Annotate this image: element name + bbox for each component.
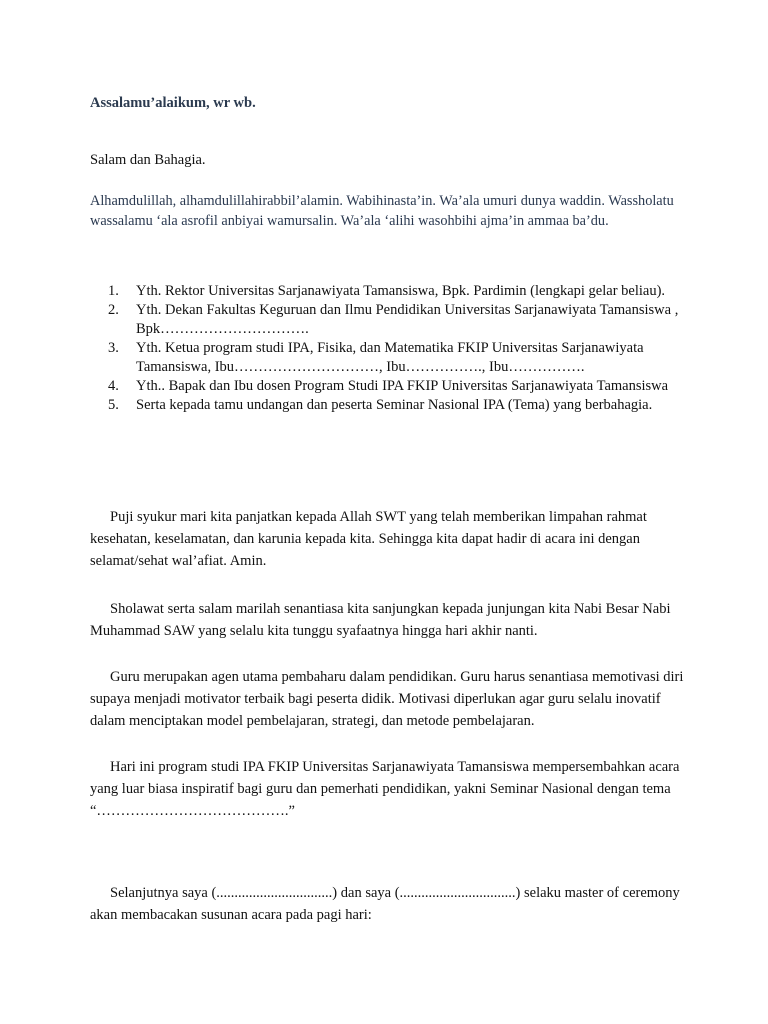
list-number: 4. [108, 378, 119, 394]
sholawat-paragraph: Sholawat serta salam marilah senantiasa kita sanjungkan kepada junjungan kita Nabi Besar Nabi Muhammad SAW yang selalu kita tunggu syafaatnya hingga hari akhir nanti. [90, 600, 671, 639]
list-item [108, 301, 698, 339]
teachers-paragraph: Guru merupakan agen utama pembaharu dalam pendidikan. Guru harus senantiasa memotivasi diri supaya menjadi motivator terbaik bagi peserta didik. Motivasi diperlukan agar guru selalu inovatif dalam menciptakan model pembelajaran, strategi, dan metode pembelajaran. [90, 668, 684, 729]
list-item [108, 396, 698, 415]
list-text: Yth. Rektor Universitas Sarjanawiyata Tamansiswa, Bpk. Pardimin (lengkapi gelar beliau). [136, 283, 666, 299]
greeting-heading: Assalamu’alaikum, wr wb. [90, 95, 256, 111]
list-item [108, 377, 698, 396]
list-number: 2. [108, 302, 119, 318]
honorifics-list [108, 282, 698, 415]
list-item [108, 339, 698, 377]
list-text: Yth. Dekan Fakultas Keguruan dan Ilmu Pendidikan Universitas Sarjanawiyata Tamansiswa , Bpk…………………………. [136, 302, 679, 337]
seminar-paragraph: Hari ini program studi IPA FKIP Universitas Sarjanawiyata Tamansiswa mempersembahkan acara yang luar biasa inspiratif bagi guru dan pemerhati pendidikan, yakni Seminar Nasional dengan tema “………………………………….” [90, 758, 680, 819]
list-text: Yth.. Bapak dan Ibu dosen Program Studi IPA FKIP Universitas Sarjanawiyata Tamansiswa [136, 378, 669, 394]
list-number: 1. [108, 283, 119, 299]
list-item [108, 282, 698, 301]
list-number: 3. [108, 340, 119, 356]
gratitude-paragraph: Puji syukur mari kita panjatkan kepada Allah SWT yang telah memberikan limpahan rahmat kesehatan, keselamatan, dan karunia kepada kita. Sehingga kita dapat hadir di acara ini dengan selamat/sehat wal’afiat. Amin. [90, 508, 647, 569]
list-text: Serta kepada tamu undangan dan peserta Seminar Nasional IPA (Tema) yang berbahagia. [136, 397, 653, 413]
list-text: Yth. Ketua program studi IPA, Fisika, dan Matematika FKIP Universitas Sarjanawiyata Tamansiswa, Ibu…………………………, Ibu……………., Ibu……………. [136, 340, 644, 375]
mc-paragraph: Selanjutnya saya (................................) dan saya (................................) selaku master of ceremony akan membacakan susunan acara pada pagi hari: [90, 884, 680, 923]
salam-line: Salam dan Bahagia. [90, 152, 206, 168]
list-number: 5. [108, 397, 119, 413]
opening-prayer: Alhamdulillah, alhamdulillahirabbil’alamin. Wabihinasta’in. Wa’ala umuri dunya waddin. Wassholatu wassalamu ‘ala asrofil anbiyai wamursalin. Wa’ala ‘alihi wasohbihi ajma’in ammaa ba’du. [90, 193, 674, 229]
